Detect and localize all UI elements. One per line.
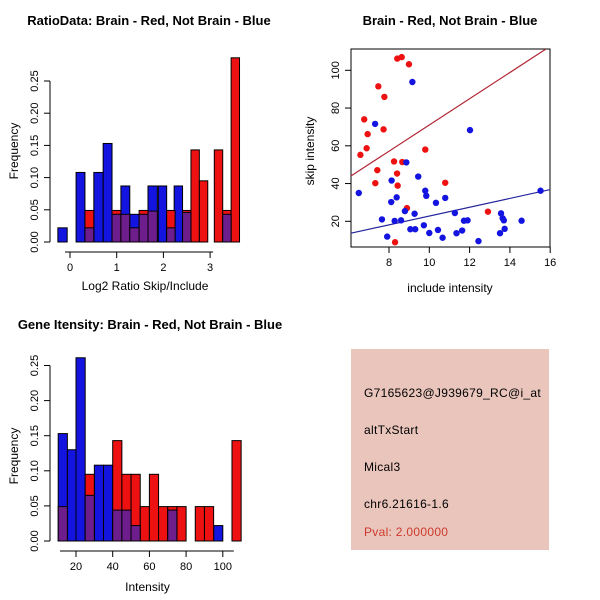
scatter-point-blue <box>398 217 404 223</box>
hist-bar-blue <box>214 526 223 541</box>
y-tick-label: 0.05 <box>29 199 41 221</box>
y-tick-label: 0.10 <box>29 166 41 189</box>
scatter-point-blue <box>411 211 417 217</box>
hist-bar-blue <box>94 465 103 541</box>
y-tick-label: 0.25 <box>29 70 41 92</box>
hist-bar-purple <box>85 228 94 242</box>
gene-histogram-title: Gene Itensity: Brain - Red, Not Brain - Blue <box>17 317 283 332</box>
scatter-point-blue <box>421 222 427 228</box>
gene-histogram-plot <box>0 300 300 600</box>
x-tick-label: 14 <box>503 257 517 269</box>
hist-bar-purple <box>139 214 148 242</box>
hist-bar-red <box>204 507 213 541</box>
hist-bar-purple <box>58 507 67 541</box>
ratio-yaxis-label: Frequency <box>7 122 21 180</box>
scatter-point-red <box>374 167 380 173</box>
y-tick-label: 0.10 <box>29 460 41 482</box>
scatter-point-blue <box>439 235 445 241</box>
hist-bar-red <box>214 150 222 242</box>
hist-bar-red <box>199 181 207 242</box>
hist-bar-red <box>191 150 199 242</box>
scatter-point-blue <box>537 188 543 194</box>
scatter-point-blue <box>388 199 394 205</box>
hist-bar-blue <box>76 172 85 242</box>
x-tick-label: 100 <box>213 561 232 573</box>
x-tick-label: 20 <box>69 561 83 573</box>
y-tick-label: 0.15 <box>29 134 41 157</box>
y-tick-label: 0.00 <box>29 231 41 253</box>
x-tick-label: 40 <box>106 561 119 573</box>
hist-bar-purple <box>168 510 177 541</box>
scatter-point-blue <box>393 194 399 200</box>
scatter-point-red <box>375 83 381 89</box>
x-tick-label: 8 <box>385 257 393 269</box>
gene-info-card <box>351 349 549 550</box>
scatter-point-blue <box>453 230 459 236</box>
y-tick-label: 0.20 <box>29 102 41 124</box>
hist-bar-blue <box>158 186 166 242</box>
hist-bar-blue <box>76 358 85 541</box>
hist-bar-red <box>231 58 239 242</box>
scatter-point-blue <box>433 200 439 206</box>
scatter-point-red <box>398 54 404 60</box>
hist-bar-red <box>159 507 168 541</box>
gene-name-text: Mical3 <box>364 460 401 474</box>
scatter-point-red <box>392 239 398 245</box>
hist-bar-purple <box>223 214 231 242</box>
hist-bar-purple <box>122 510 131 541</box>
scatter-point-blue <box>402 208 408 214</box>
hist-bar-purple <box>85 495 94 541</box>
y-tick-label: 0.20 <box>29 389 41 412</box>
hist-bar-blue <box>104 465 113 541</box>
scatter-point-blue <box>475 238 481 244</box>
x-tick-label: 80 <box>179 561 193 573</box>
hist-bar-purple <box>131 526 140 541</box>
ratio-xaxis-label: Log2 Ratio Skip/Include <box>81 279 209 293</box>
scatter-point-blue <box>452 210 458 216</box>
scatter-point-blue <box>459 227 465 233</box>
scatter-point-blue <box>379 216 385 222</box>
scatter-point-red <box>364 131 370 137</box>
brain-fit-line <box>351 49 546 176</box>
ratio-histogram-title: RatioData: Brain - Red, Not Brain - Blue <box>27 13 271 28</box>
hist-bar-blue <box>94 172 103 242</box>
y-tick-label: 0.15 <box>29 424 41 447</box>
x-tick-label: 16 <box>544 257 557 269</box>
scatter-point-blue <box>435 227 441 233</box>
scatter-point-blue <box>464 217 470 223</box>
hist-bar-purple <box>183 212 191 242</box>
scatter-point-blue <box>426 230 432 236</box>
x-tick-label: 12 <box>463 257 476 269</box>
scatter-point-red <box>442 180 448 186</box>
y-tick-label: 80 <box>330 101 342 115</box>
y-tick-label: 100 <box>330 61 342 80</box>
scatter-point-red <box>381 94 387 100</box>
scatter-point-red <box>363 145 369 151</box>
scatter-point-red <box>380 126 386 132</box>
scatter-point-blue <box>409 79 415 85</box>
probe-id-text: G7165623@J939679_RC@i_at <box>364 386 542 400</box>
x-tick-label: 10 <box>423 257 436 269</box>
gene-yaxis-label: Frequency <box>7 427 21 485</box>
hist-bar-red <box>140 507 149 541</box>
scatter-point-blue <box>403 159 409 165</box>
scatter-point-red <box>394 170 400 176</box>
locus-text: chr6.21616-1.6 <box>364 497 449 511</box>
scatter-point-red <box>422 146 428 152</box>
scatter-point-blue <box>501 217 507 223</box>
scatter-point-blue <box>412 226 418 232</box>
hist-bar-blue <box>67 450 76 541</box>
event-type-text: altTxStart <box>364 423 419 437</box>
y-tick-label: 20 <box>330 215 342 228</box>
x-tick-label: 3 <box>207 262 214 274</box>
scatter-point-blue <box>384 233 390 239</box>
x-tick-label: 1 <box>113 262 120 274</box>
hist-bar-purple <box>130 228 139 242</box>
hist-bar-red <box>232 441 241 541</box>
scatter-point-red <box>361 116 367 122</box>
scatter-point-red <box>394 182 400 188</box>
x-tick-label: 2 <box>160 262 167 274</box>
hist-bar-purple <box>113 510 122 541</box>
not-brain-fit-line <box>351 190 550 234</box>
y-tick-label: 0.25 <box>29 354 41 377</box>
scatter-point-blue <box>391 218 397 224</box>
hist-bar-purple <box>148 211 157 242</box>
hist-bar-purple <box>121 214 130 242</box>
scatter-point-blue <box>356 190 362 196</box>
y-tick-label: 60 <box>330 139 342 152</box>
scatter-point-red <box>372 180 378 186</box>
scatter-point-blue <box>372 121 378 127</box>
hist-bar-purple <box>112 214 121 242</box>
scatter-point-blue <box>415 173 421 179</box>
ratio-histogram-plot <box>0 0 300 300</box>
gene-xaxis-label: Intensity <box>125 580 170 594</box>
scatter-point-blue <box>467 127 473 133</box>
scatter-yaxis-label: skip intensity <box>303 116 317 186</box>
scatter-point-red <box>485 208 491 214</box>
hist-bar-red <box>149 474 158 541</box>
scatter-title: Brain - Red, Not Brain - Blue <box>362 13 538 28</box>
scatter-point-blue <box>442 195 448 201</box>
hist-bar-blue <box>58 228 67 242</box>
scatter-point-blue <box>388 177 394 183</box>
pval-text: Pval: 2.000000 <box>364 525 449 539</box>
y-tick-label: 40 <box>330 177 342 190</box>
y-tick-label: 0.05 <box>29 495 41 517</box>
hist-bar-blue <box>103 143 112 242</box>
scatter-xaxis-label: include intensity <box>407 281 493 295</box>
scatter-point-red <box>357 152 363 158</box>
scatter-point-blue <box>423 193 429 199</box>
scatter-point-blue <box>518 218 524 224</box>
scatter-point-red <box>406 61 412 67</box>
intensity-scatter-plot <box>300 0 600 300</box>
hist-bar-purple <box>167 228 175 242</box>
y-tick-label: 0.00 <box>29 530 41 552</box>
x-tick-label: 60 <box>143 561 156 573</box>
hist-bar-red <box>195 507 204 541</box>
x-tick-label: 0 <box>66 262 74 274</box>
scatter-point-blue <box>501 226 507 232</box>
scatter-point-red <box>391 158 397 164</box>
hist-bar-red <box>177 507 186 541</box>
